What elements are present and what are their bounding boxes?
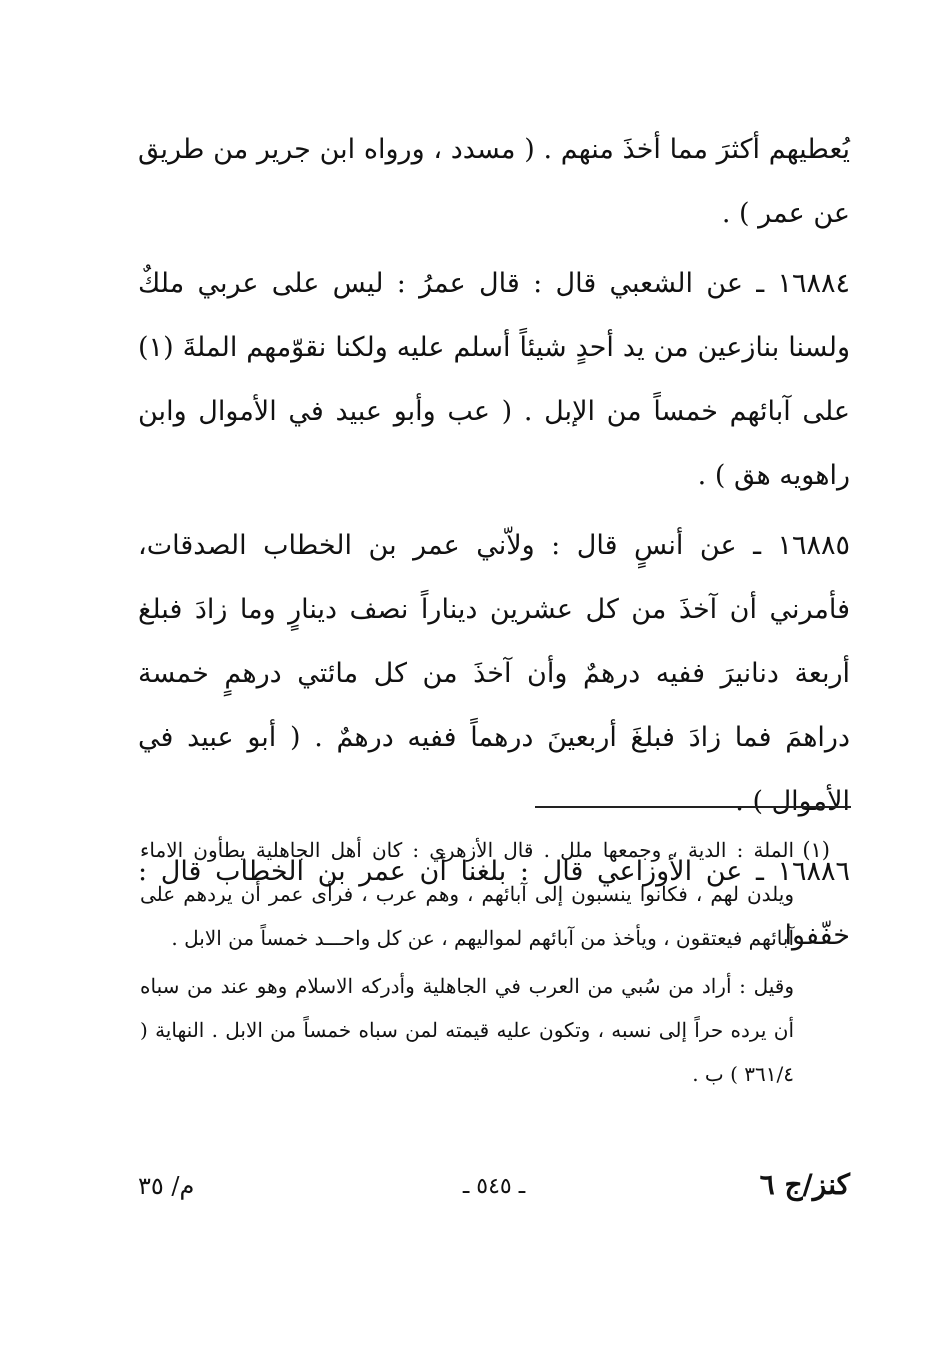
paragraph-hadith-16885: ١٦٨٨٥ ـ عن أنسٍ قال : ولاّني عمر بن الخطاب الصدقات، فأمرني أن آخذَ من كل عشرين ديناراً نصف دينارٍ وما زادَ فبلغ أربعة دنانيرَ ففيه درهمٌ وأن آخذَ من كل مائتي درهمٍ خمسة دراهمَ فما زادَ فبلغَ أربعينَ درهماً ففيه درهمٌ . ( أبو عبيد في الأموال ) . <box>138 530 850 817</box>
footnote-divider <box>535 806 851 808</box>
footnotes-section <box>140 828 830 1096</box>
footnote-marker: (١) <box>802 838 830 862</box>
paragraph-hadith-16886: ١٦٨٨٦ ـ عن الأوزاعي قال : بلغنا أن عمر بن الخطاب قال : خفّفوا <box>138 856 850 951</box>
paragraph-continuation: يُعطيهم أكثرَ مما أخذَ منهم . ( مسدد ، ورواه ابن جرير من طريق عن عمر ) . <box>138 134 850 229</box>
footnote-1 <box>140 828 830 1096</box>
footnote-paragraph: الملة : الدية ، وجمعها ملل . قال الأزهري : كان أهل الجاهلية يطأون الاماء ويلدن لهم ، فكانوا ينسبون إلى آبائهم ، وهم عرب ، فرأى عمر أن يردهم على آبائهم فيعتقون ، ويأخذ من آبائهم لمواليهم ، عن كل واحـــد خمساً من الابل . <box>140 838 794 950</box>
page-number: ـ ٥٤٥ ـ <box>462 1174 526 1199</box>
footer-volume-mark: م/ ٣٥ <box>138 1172 195 1200</box>
footnote-body <box>140 828 794 1096</box>
page-footer <box>138 1164 850 1224</box>
footer-signature: كنز/ج ٦ <box>759 1168 850 1201</box>
paragraph-hadith-16884: ١٦٨٨٤ ـ عن الشعبي قال : قال عمرُ : ليس على عربي ملكٌ ولسنا بنازعين من يد أحدٍ شيئاً أسلم عليه ولكنا نقوّمهم الملةَ (١) على آبائهم خمساً من الإبل . ( عب وأبو عبيد في الأموال وابن راهويه هق ) . <box>138 268 850 491</box>
footnote-paragraph: وقيل : أراد من سُبي من العرب في الجاهلية وأدركه الاسلام وهو عند من سباه أن يرده حراً إلى نسبه ، وتكون عليه قيمته لمن سباه خمساً من الابل . النهاية ( ٣٦١/٤ ) ب . <box>140 974 794 1086</box>
